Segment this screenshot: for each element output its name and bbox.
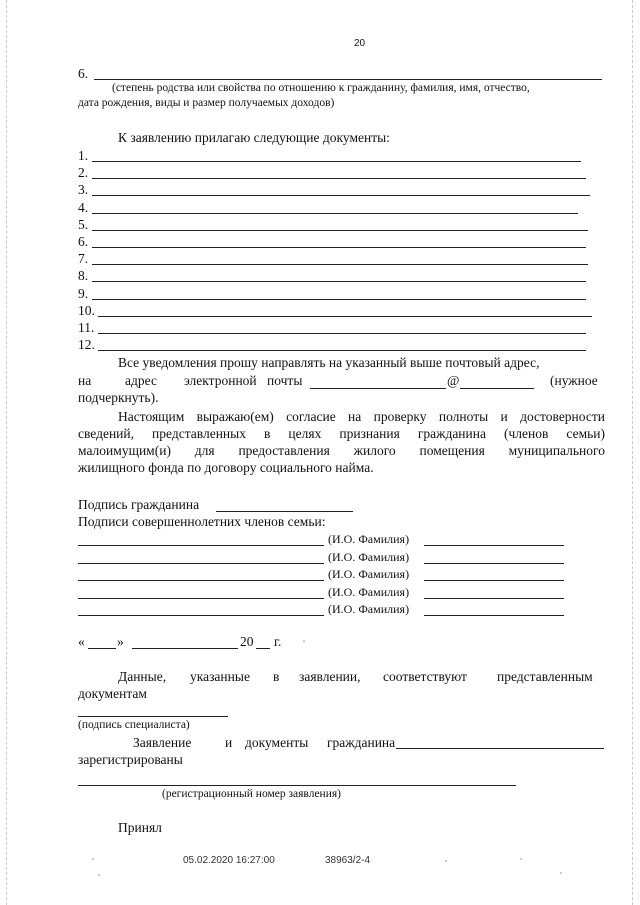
document-entry-line (92, 281, 586, 282)
registration-number-caption: (регистрационный номер заявления) (162, 788, 341, 800)
item-6-number: 6. (78, 66, 89, 81)
document-number: 7. (78, 251, 89, 267)
scan-noise (445, 860, 447, 862)
date-day-line (88, 648, 116, 649)
scan-edge-right (632, 0, 633, 905)
family-name-line (424, 563, 564, 564)
email-at-sign: @ (447, 373, 460, 388)
document-entry-line (98, 333, 586, 334)
family-name-line (424, 598, 564, 599)
document-number: 4. (78, 199, 89, 215)
registration-word-2: и (225, 735, 233, 750)
family-signature-line (78, 615, 324, 616)
document-entry-line (98, 316, 592, 317)
email-local-part-line (310, 388, 446, 389)
notifications-word-electronic: электронной (184, 373, 257, 388)
specialist-caption: (подпись специалиста) (78, 719, 190, 731)
documents-heading: К заявлению прилагаю следующие документы: (118, 130, 390, 145)
date-year-suffix: г. (274, 634, 282, 649)
family-name-line (424, 580, 564, 581)
scan-noise (98, 874, 100, 876)
document-entry-line (92, 178, 586, 179)
document-number: 8. (78, 268, 89, 284)
document-number: 3. (78, 182, 89, 198)
consent-line2: сведений, представленных в целях признания гражданина (членов семьи) (78, 426, 605, 441)
document-number: 9. (78, 285, 89, 301)
page-number: 20 (354, 38, 366, 49)
scan-noise (520, 858, 522, 860)
registration-word-3: документы (245, 735, 309, 750)
consent-line1: Настоящим выражаю(ем) согласие на проверку полноты и достоверности (118, 409, 605, 424)
verification-word-1: Данные, (118, 669, 167, 684)
family-name-hint: (И.О. Фамилия) (328, 602, 410, 616)
accepted-label: Принял (118, 820, 162, 835)
date-year-prefix: 20 (240, 634, 254, 649)
citizen-signature-line (216, 511, 353, 512)
document-number: 10. (78, 302, 95, 318)
consent-line4: жилищного фонда по договору социального найма. (78, 460, 374, 475)
verification-word-4: заявлении, (299, 669, 361, 684)
registration-citizen-line (396, 748, 604, 749)
email-domain-line (460, 388, 534, 389)
document-number: 6. (78, 234, 89, 249)
registration-word-4: гражданина (327, 735, 396, 750)
document-entry-line (92, 195, 590, 196)
date-month-line (132, 648, 238, 649)
notifications-word-address: адрес (125, 373, 157, 388)
family-signature-line (78, 580, 324, 581)
document-entry-line (92, 213, 578, 214)
scan-noise (560, 872, 562, 874)
document-number: 5. (78, 216, 89, 232)
verification-word-3: в (273, 669, 280, 684)
verification-word-5: соответствуют (383, 669, 467, 684)
registration-number-line (78, 785, 516, 786)
family-name-hint: (И.О. Фамилия) (328, 584, 410, 599)
notifications-line3: подчеркнуть). (78, 390, 159, 405)
document-entry-line (92, 299, 586, 300)
family-name-line (424, 615, 564, 616)
registration-line2: зарегистрированы (78, 752, 183, 767)
verification-line2: документам (78, 686, 147, 701)
document-entry-line (98, 350, 586, 351)
notifications-line1: Все уведомления прошу направлять на указанный выше почтовый адрес, (118, 355, 540, 370)
document-entry-line (92, 161, 581, 162)
scan-noise (303, 640, 305, 642)
specialist-signature-line (78, 716, 228, 717)
verification-word-2: указанные (190, 669, 250, 684)
document-number: 2. (78, 165, 89, 181)
date-open-quote: « (78, 634, 85, 649)
document-number: 11. (78, 320, 95, 335)
item-6-note-line2: дата рождения, виды и размер получаемых доходов) (78, 97, 335, 109)
date-year-line (256, 648, 270, 649)
registration-word-1: Заявление (133, 735, 192, 750)
scan-edge-left (6, 0, 7, 905)
verification-word-6: представленным (497, 669, 593, 684)
family-signature-line (78, 545, 324, 546)
consent-line3: малоимущим(и) для предоставления жилого помещения муниципального (78, 443, 605, 458)
document-entry-line (92, 247, 586, 248)
citizen-signature-label: Подпись гражданина (78, 497, 200, 512)
document-entry-line (92, 264, 588, 265)
family-name-hint: (И.О. Фамилия) (328, 567, 410, 581)
document-number: 12. (78, 337, 95, 353)
notifications-word-mail: почты (267, 373, 303, 388)
family-signatures-label: Подписи совершеннолетних членов семьи: (78, 514, 326, 529)
family-signature-line (78, 598, 324, 599)
family-name-line (424, 545, 564, 546)
footer-doc-id: 38963/2-4 (325, 855, 371, 866)
document-entry-line (92, 230, 588, 231)
family-name-hint: (И.О. Фамилия) (328, 549, 410, 564)
family-signature-line (78, 563, 324, 564)
scan-noise (92, 858, 94, 860)
notifications-word-needed: (нужное (550, 373, 598, 388)
footer-timestamp: 05.02.2020 16:27:00 (183, 855, 275, 866)
notifications-word-na: на (78, 373, 92, 388)
item-6-note-line1: (степень родства или свойства по отношению к гражданину, фамилия, имя, отчество, (112, 82, 530, 94)
consent-paragraph (78, 408, 605, 476)
date-close-quote: » (117, 634, 124, 649)
family-name-hint: (И.О. Фамилия) (328, 532, 410, 546)
item-6-line (94, 79, 602, 80)
document-number: 1. (78, 148, 89, 163)
